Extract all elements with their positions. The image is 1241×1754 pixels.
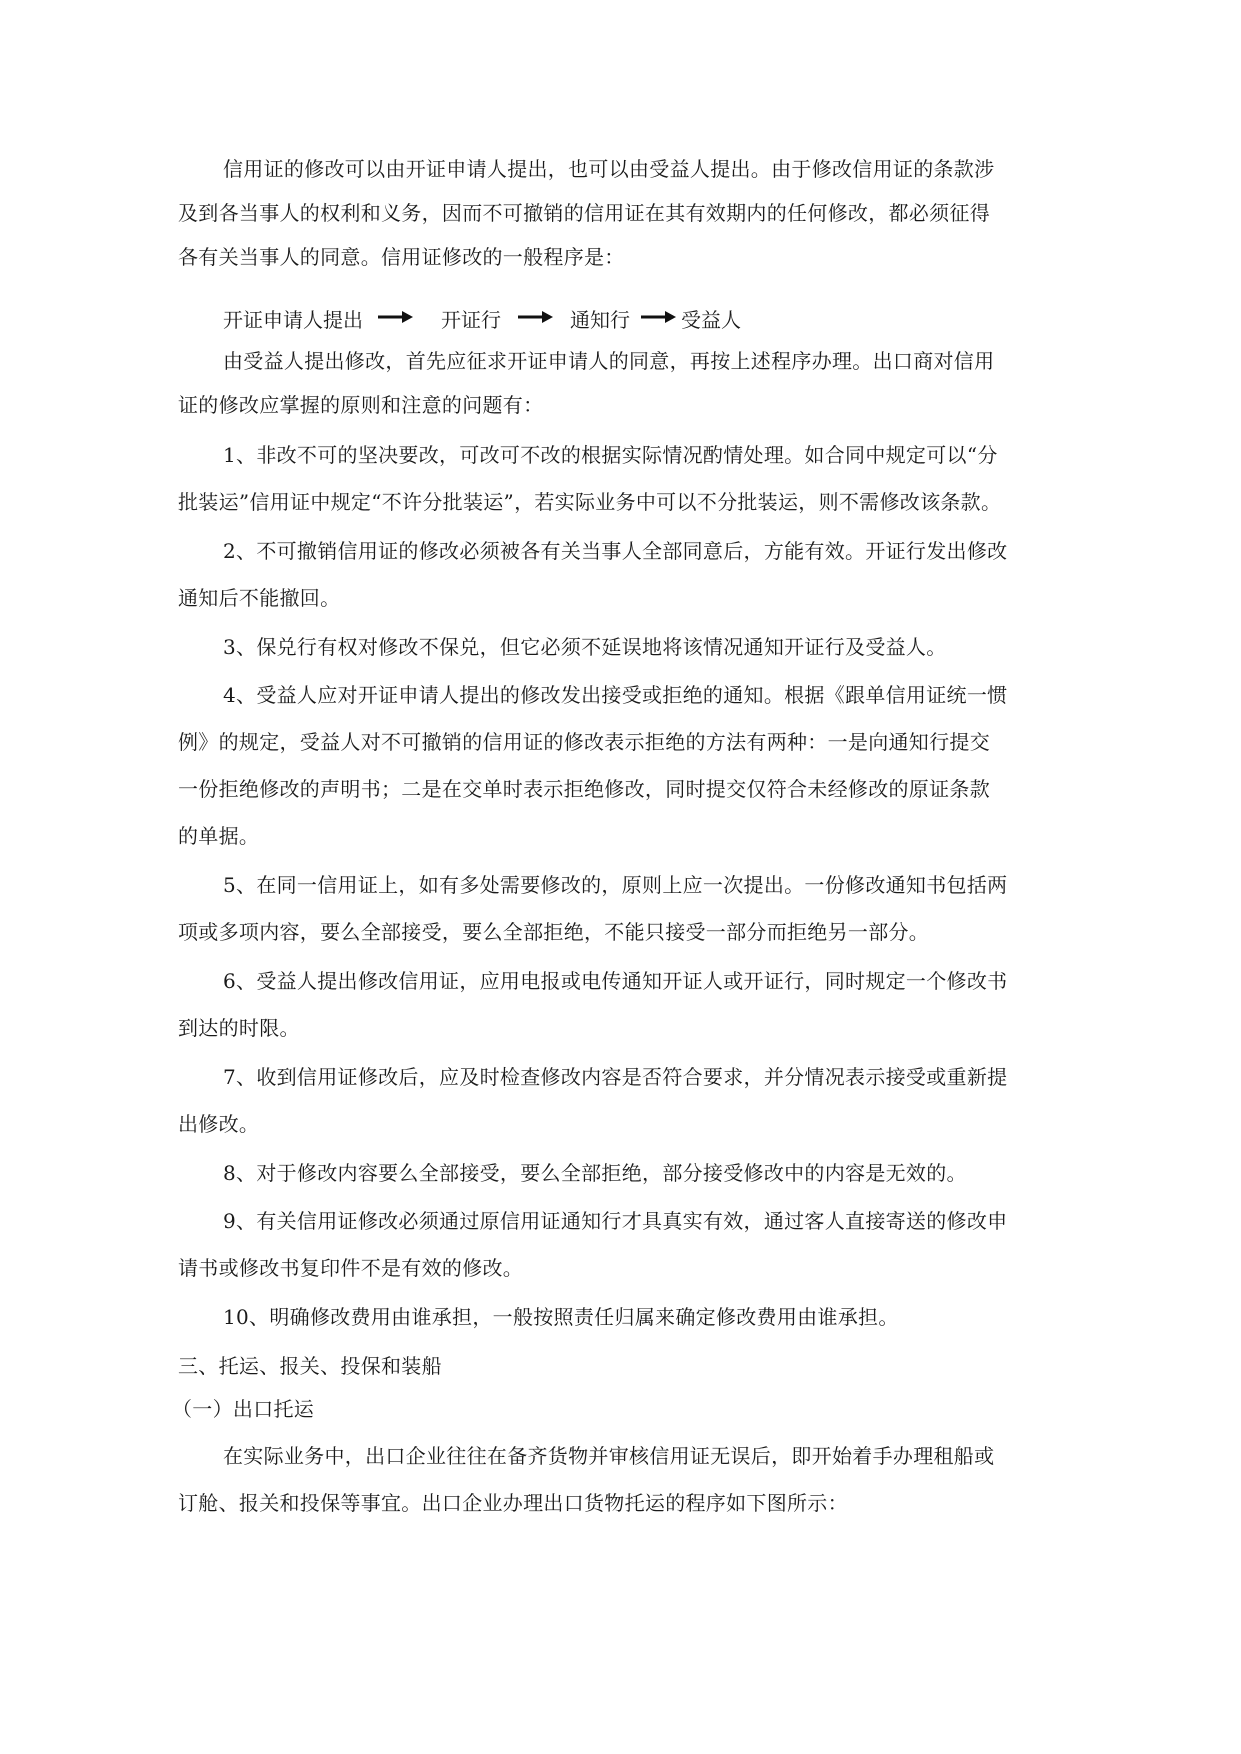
paragraph-line: 信用证的修改可以由开证申请人提出，也可以由受益人提出。由于修改信用证的条款涉 [223,157,995,181]
right-arrow-icon [378,309,414,325]
paragraph-line: 由受益人提出修改，首先应征求开证申请人的同意，再按上述程序办理。出口商对信用 [223,349,995,373]
list-item: 一份拒绝修改的声明书；二是在交单时表示拒绝修改，同时提交仅符合未经修改的原证条款 [178,777,990,801]
list-item: 4、受益人应对开证申请人提出的修改发出接受或拒绝的通知。根据《跟单信用证统一惯 [223,683,1008,707]
list-item: 2、不可撤销信用证的修改必须被各有关当事人全部同意后，方能有效。开证行发出修改 [223,539,1008,563]
list-item: 通知后不能撤回。 [178,586,341,610]
paragraph-line: 订舱、报关和投保等事宜。出口企业办理出口货物托运的程序如下图所示： [178,1491,848,1515]
paragraph-line: 各有关当事人的同意。信用证修改的一般程序是： [178,245,625,269]
flow-step: 开证申请人提出 [223,308,363,332]
list-item: 3、保兑行有权对修改不保兑，但它必须不延误地将该情况通知开证行及受益人。 [223,635,947,659]
list-item: 出修改。 [178,1112,260,1136]
right-arrow-icon [641,309,677,325]
list-item: 10、明确修改费用由谁承担，一般按照责任归属来确定修改费用由谁承担。 [223,1305,899,1329]
paragraph-line: 证的修改应掌握的原则和注意的问题有： [178,393,544,417]
list-item: 批装运”信用证中规定“不许分批装运”，若实际业务中可以不分批装运，则不需修改该条款。 [178,490,1002,514]
paragraph-line: 在实际业务中，出口企业往往在备齐货物并审核信用证无误后，即开始着手办理租船或 [223,1444,995,1468]
list-item: 项或多项内容，要么全部接受，要么全部拒绝，不能只接受一部分而拒绝另一部分。 [178,920,930,944]
list-item: 6、受益人提出修改信用证，应用电报或电传通知开证人或开证行，同时规定一个修改书 [223,969,1008,993]
flow-step: 开证行 [441,308,501,332]
section-heading: 三、托运、报关、投保和装船 [178,1354,442,1378]
list-item: 到达的时限。 [178,1016,300,1040]
list-item: 的单据。 [178,824,260,848]
paragraph-line: 及到各当事人的权利和义务，因而不可撤销的信用证在其有效期内的任何修改，都必须征得 [178,201,990,225]
list-item: 1、非改不可的坚决要改，可改可不改的根据实际情况酌情处理。如合同中规定可以“分 [223,443,998,467]
list-item: 例》的规定，受益人对不可撤销的信用证的修改表示拒绝的方法有两种：一是向通知行提交 [178,730,990,754]
list-item: 7、收到信用证修改后，应及时检查修改内容是否符合要求，并分情况表示接受或重新提 [223,1065,1008,1089]
list-item: 9、有关信用证修改必须通过原信用证通知行才具真实有效，通过客人直接寄送的修改申 [223,1209,1008,1233]
right-arrow-icon [518,309,554,325]
list-item: 8、对于修改内容要么全部接受，要么全部拒绝，部分接受修改中的内容是无效的。 [223,1161,967,1185]
subsection-heading: （一）出口托运 [172,1397,315,1421]
list-item: 5、在同一信用证上，如有多处需要修改的，原则上应一次提出。一份修改通知书包括两 [223,873,1008,897]
list-item: 请书或修改书复印件不是有效的修改。 [178,1256,524,1280]
flow-step: 通知行 [570,308,630,332]
flow-step: 受益人 [681,308,741,332]
